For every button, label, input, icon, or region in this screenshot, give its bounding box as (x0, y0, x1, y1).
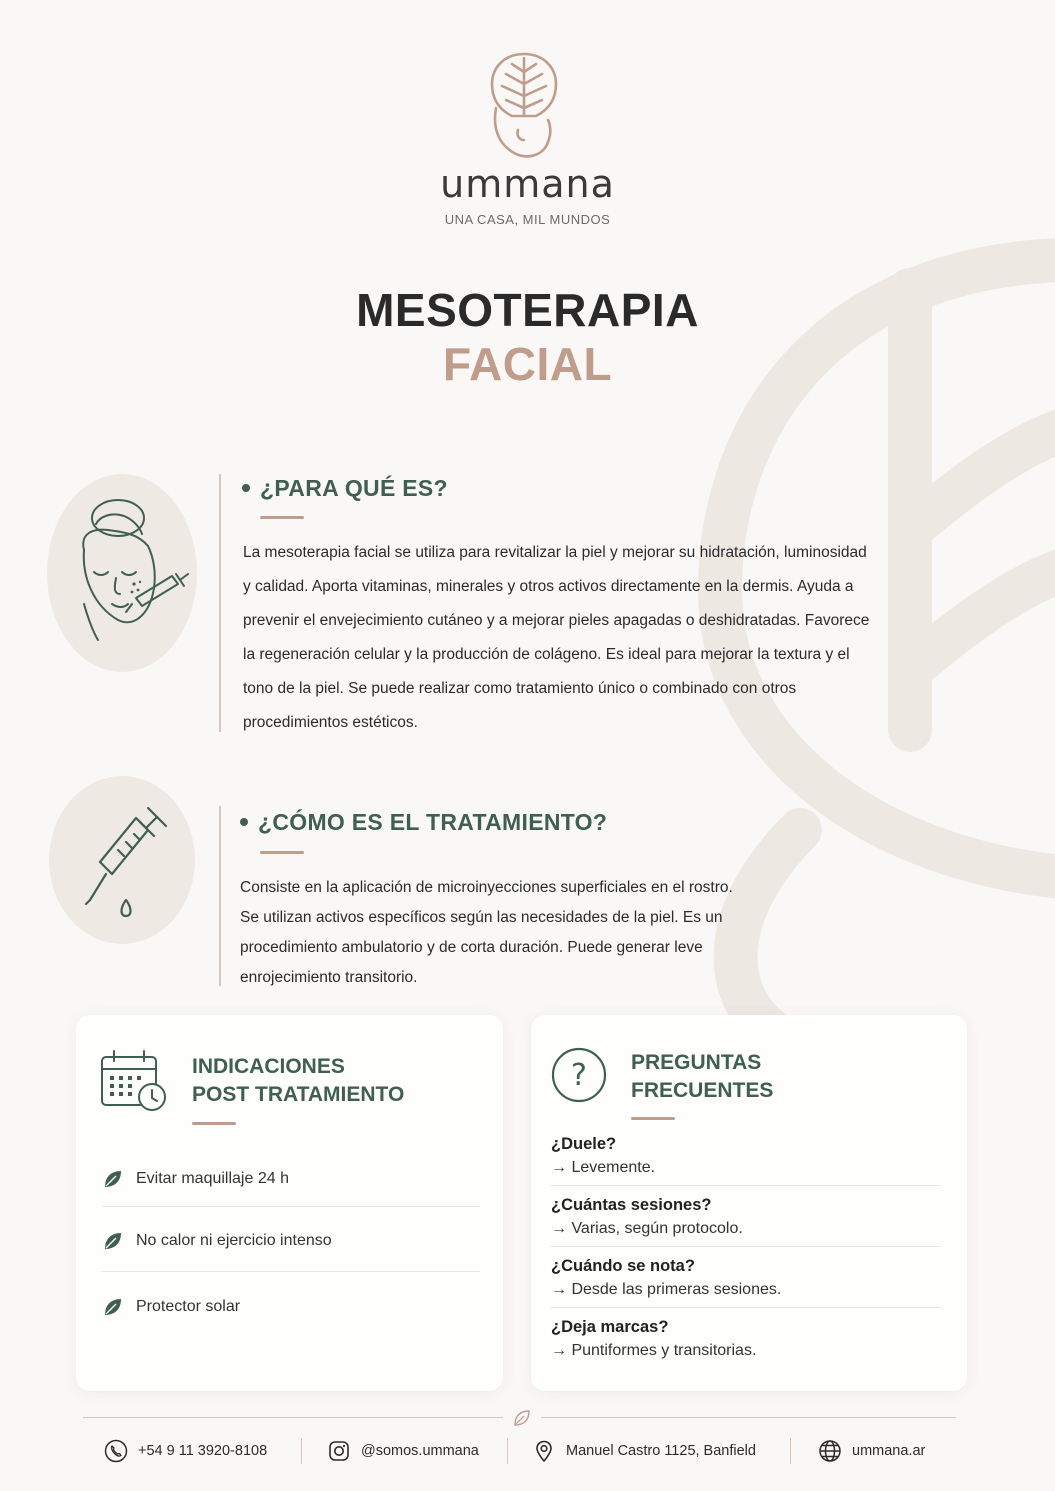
footer-separator (301, 1438, 302, 1464)
svg-text:?: ? (571, 1058, 587, 1093)
accent-bar (260, 516, 304, 519)
footer-address-text: Manuel Castro 1125, Banfield (566, 1443, 756, 1459)
faq-question: ¿Deja marcas? (551, 1318, 669, 1336)
section-heading-how (240, 809, 607, 836)
page-subtitle: FACIAL (442, 338, 613, 390)
section-heading-how-text: ¿CÓMO ES EL TRATAMIENTO? (258, 809, 608, 835)
section-how-line: procedimiento ambulatorio y de corta duración. Puede generar leve (240, 939, 703, 956)
ummana-leaf-logo-icon (486, 50, 562, 160)
list-item (102, 1275, 480, 1339)
leaf-icon (102, 1168, 124, 1190)
bullet-dot (240, 818, 248, 826)
section-what-line: La mesoterapia facial se utiliza para revitalizar la piel y mejorar su hidratación, luminosidad (243, 544, 867, 561)
leaf-icon (102, 1230, 124, 1252)
indication-text: Protector solar (136, 1298, 241, 1315)
accent-bar (631, 1117, 675, 1120)
footer-instagram[interactable] (327, 1438, 479, 1464)
faq-answer: → Levemente. (551, 1159, 656, 1176)
bullet-dot (242, 484, 250, 492)
calendar-clock-icon (100, 1049, 168, 1113)
divider (102, 1206, 480, 1207)
faq-answer: → Desde las primeras sesiones. (551, 1281, 782, 1298)
section-how-body (240, 873, 860, 993)
footer-separator (790, 1438, 791, 1464)
faq-item (551, 1194, 941, 1242)
faq-answer: → Varias, según protocolo. (551, 1220, 743, 1237)
faq-item (551, 1316, 941, 1364)
divider (551, 1307, 941, 1308)
section-how-line: enrojecimiento transitorio. (240, 969, 418, 986)
face-syringe-icon (72, 494, 190, 646)
accent-bar (192, 1122, 236, 1125)
syringe-icon (82, 804, 172, 920)
section-how-line: Consiste en la aplicación de microinyecciones superficiales en el rostro. (240, 879, 733, 896)
divider (551, 1185, 941, 1186)
location-pin-icon (532, 1439, 556, 1463)
section-divider-line (219, 474, 221, 732)
faq-answer: → Puntiformes y transitorias. (551, 1342, 757, 1359)
footer-phone[interactable] (104, 1438, 267, 1464)
indications-title (192, 1053, 404, 1109)
globe-icon (818, 1439, 842, 1463)
faq-title (631, 1049, 773, 1105)
list-item (102, 1147, 480, 1211)
section-what-line: y calidad. Aporta vitaminas, minerales y otros activos directamente en la dermis. Ayuda a (243, 578, 854, 595)
footer-divider (541, 1417, 956, 1418)
faq-item (551, 1255, 941, 1303)
faq-title-line: PREGUNTAS (631, 1051, 762, 1074)
section-how-line: Se utilizan activos específicos según las necesidades de la piel. Es un (240, 909, 723, 926)
footer-address[interactable] (532, 1438, 756, 1464)
brand-name: ummana (440, 162, 615, 206)
leaf-outline-icon (511, 1407, 533, 1429)
section-heading-what (242, 475, 448, 502)
footer-phone-text: +54 9 11 3920-8108 (138, 1443, 268, 1459)
indication-text: Evitar maquillaje 24 h (136, 1170, 289, 1187)
page-title: MESOTERAPIA (356, 284, 699, 336)
faq-title-line: FRECUENTES (631, 1079, 774, 1102)
phone-icon (104, 1439, 128, 1463)
footer-website[interactable] (818, 1438, 925, 1464)
question-icon (551, 1047, 607, 1103)
section-what-line: la regeneración celular y la producción de colágeno. Es ideal para mejorar la textura y el (243, 646, 850, 663)
indications-card (76, 1015, 503, 1391)
section-heading-what-text: ¿PARA QUÉ ES? (260, 475, 448, 501)
leaf-icon (102, 1296, 124, 1318)
faq-question: ¿Cuántas sesiones? (551, 1196, 712, 1214)
faq-question: ¿Cuándo se nota? (551, 1257, 695, 1275)
section-what-line: procedimientos estéticos. (243, 714, 418, 731)
faq-card (531, 1015, 967, 1391)
divider (102, 1271, 480, 1272)
accent-bar (260, 851, 304, 854)
section-divider-line (219, 806, 221, 986)
faq-item (551, 1133, 941, 1181)
footer-divider (83, 1417, 503, 1418)
indications-title-line: INDICACIONES (192, 1055, 345, 1078)
section-what-line: tono de la piel. Se puede realizar como tratamiento único o combinado con otros (243, 680, 797, 697)
indications-title-line: POST TRATAMIENTO (192, 1083, 405, 1106)
divider (551, 1246, 941, 1247)
indication-text: No calor ni ejercicio intenso (136, 1232, 332, 1249)
footer-website-text: ummana.ar (852, 1443, 926, 1459)
list-item (102, 1209, 480, 1273)
section-what-line: prevenir el envejecimiento cutáneo y a mejorar pieles apagadas o deshidratadas. Favorece (243, 612, 870, 629)
instagram-icon (327, 1439, 351, 1463)
footer-instagram-text: @somos.ummana (361, 1443, 479, 1459)
brand-tagline: UNA CASA, MIL MUNDOS (444, 212, 611, 227)
faq-question: ¿Duele? (551, 1135, 617, 1153)
section-what-body (243, 536, 963, 740)
footer-separator (507, 1438, 508, 1464)
